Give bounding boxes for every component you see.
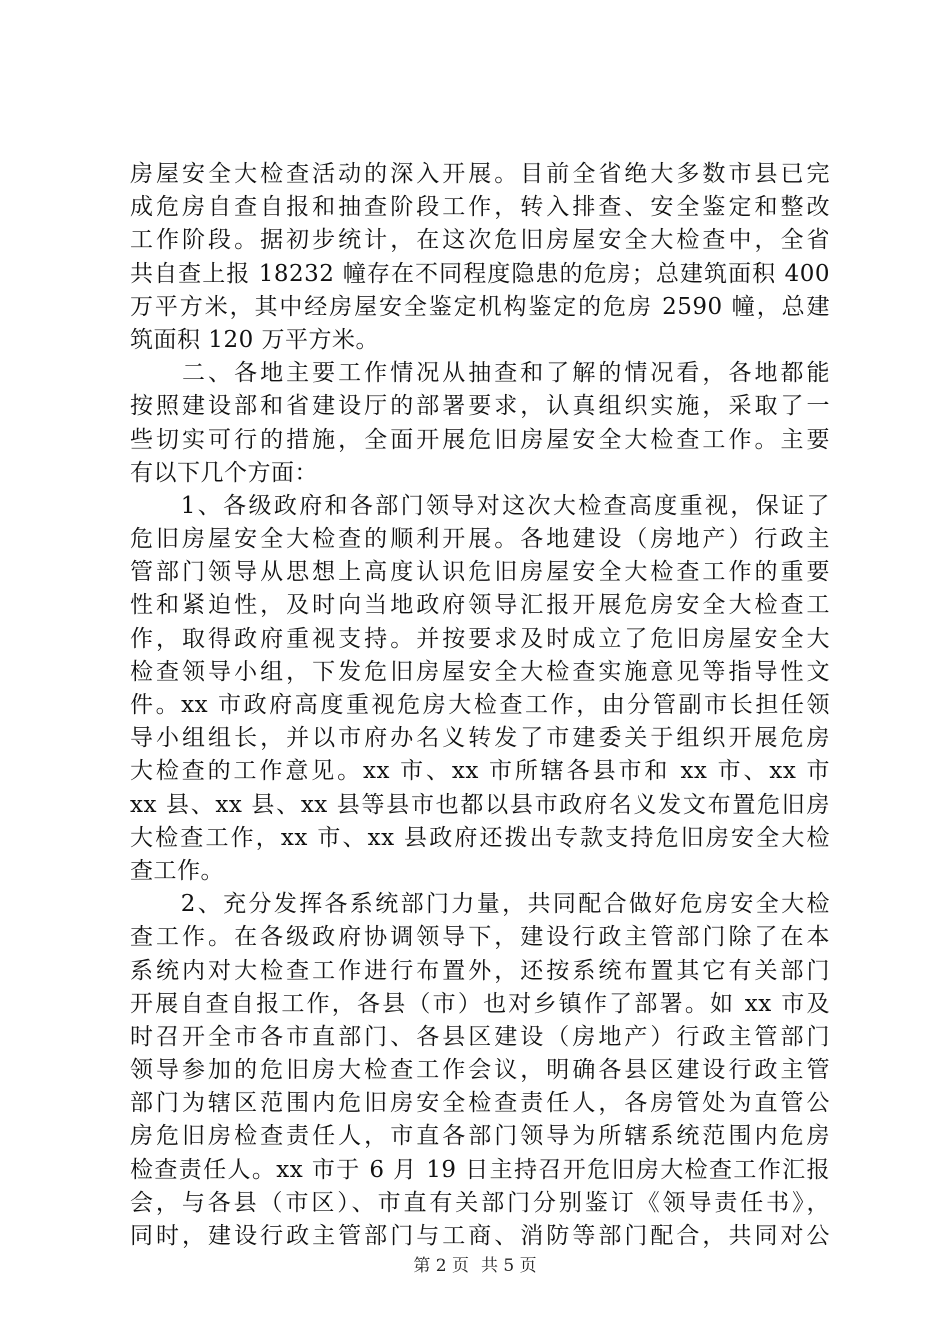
text-line: 检查责任人。xx 市于 6 月 19 日主持召开危旧房大检查工作汇报 xyxy=(130,1156,830,1183)
text-line: 成危房自查自报和抽查阶段工作，转入排查、安全鉴定和整改 xyxy=(130,194,830,221)
text-line: 共自查上报 18232 幢存在不同程度隐患的危房；总建筑面积 400 xyxy=(130,260,830,287)
text-line: 筑面积 120 万平方米。 xyxy=(130,326,380,353)
text-line: 大检查工作，xx 市、xx 县政府还拨出专款支持危旧房安全大检 xyxy=(130,824,830,851)
page-number: 第 2 页 xyxy=(413,1256,469,1276)
document-body xyxy=(130,158,830,1253)
text-line: 有以下几个方面： xyxy=(130,459,318,486)
text-line: 1、各级政府和各部门领导对这次大检查高度重视，保证了 xyxy=(130,492,830,519)
text-line: 开展自查自报工作，各县（市）也对乡镇作了部署。如 xx 市及 xyxy=(130,990,830,1017)
page-footer xyxy=(0,1254,950,1278)
text-line: 大检查的工作意见。xx 市、xx 市所辖各县市和 xx 市、xx 市 xyxy=(130,758,830,785)
text-line: 些切实可行的措施，全面开展危旧房屋安全大检查工作。主要 xyxy=(130,426,830,453)
text-line: 房屋安全大检查活动的深入开展。目前全省绝大多数市县已完 xyxy=(130,161,830,187)
text-line: 2、充分发挥各系统部门力量，共同配合做好危房安全大检 xyxy=(130,891,830,918)
text-line: 部门为辖区范围内危旧房安全检查责任人，各房管处为直管公 xyxy=(130,1090,830,1117)
text-line: 时召开全市各市直部门、各县区建设（房地产）行政主管部门 xyxy=(130,1023,830,1050)
text-line: 检查领导小组，下发危旧房屋安全大检查实施意见等指导性文 xyxy=(130,658,830,685)
text-line: 件。xx 市政府高度重视危房大检查工作，由分管副市长担任领 xyxy=(130,692,830,718)
text-line: 房危旧房检查责任人，市直各部门领导为所辖系统范围内危房 xyxy=(130,1123,830,1150)
text-line: 按照建设部和省建设厅的部署要求，认真组织实施，采取了一 xyxy=(130,393,830,420)
text-line: 危旧房屋安全大检查的顺利开展。各地建设（房地产）行政主 xyxy=(130,526,830,553)
page-total: 共 5 页 xyxy=(481,1256,537,1276)
text-line: 系统内对大检查工作进行布置外，还按系统布置其它有关部门 xyxy=(130,957,830,984)
text-line: 管部门领导从思想上高度认识危旧房屋安全大检查工作的重要 xyxy=(130,559,830,586)
text-line: 万平方米，其中经房屋安全鉴定机构鉴定的危房 2590 幢，总建 xyxy=(130,293,830,320)
text-line: 会，与各县（市区）、市直有关部门分别鉴订《领导责任书》， xyxy=(130,1189,830,1216)
text-line: 二、各地主要工作情况从抽查和了解的情况看，各地都能 xyxy=(130,360,830,387)
text-line: 领导参加的危旧房大检查工作会议，明确各县区建设行政主管 xyxy=(130,1057,830,1084)
text-line: 同时，建设行政主管部门与工商、消防等部门配合，共同对公 xyxy=(130,1223,830,1249)
text-line: xx 县、xx 县、xx 县等县市也都以县市政府名义发文布置危旧房 xyxy=(130,791,830,818)
text-line: 导小组组长，并以市府办名义转发了市建委关于组织开展危房 xyxy=(130,725,830,752)
text-line: 性和紧迫性，及时向当地政府领导汇报开展危房安全大检查工 xyxy=(130,592,830,619)
text-line: 查工作。在各级政府协调领导下，建设行政主管部门除了在本 xyxy=(130,924,830,951)
text-line: 作，取得政府重视支持。并按要求及时成立了危旧房屋安全大 xyxy=(130,625,830,652)
text-line: 工作阶段。据初步统计，在这次危旧房屋安全大检查中，全省 xyxy=(130,227,830,254)
text-line: 查工作。 xyxy=(130,857,224,884)
